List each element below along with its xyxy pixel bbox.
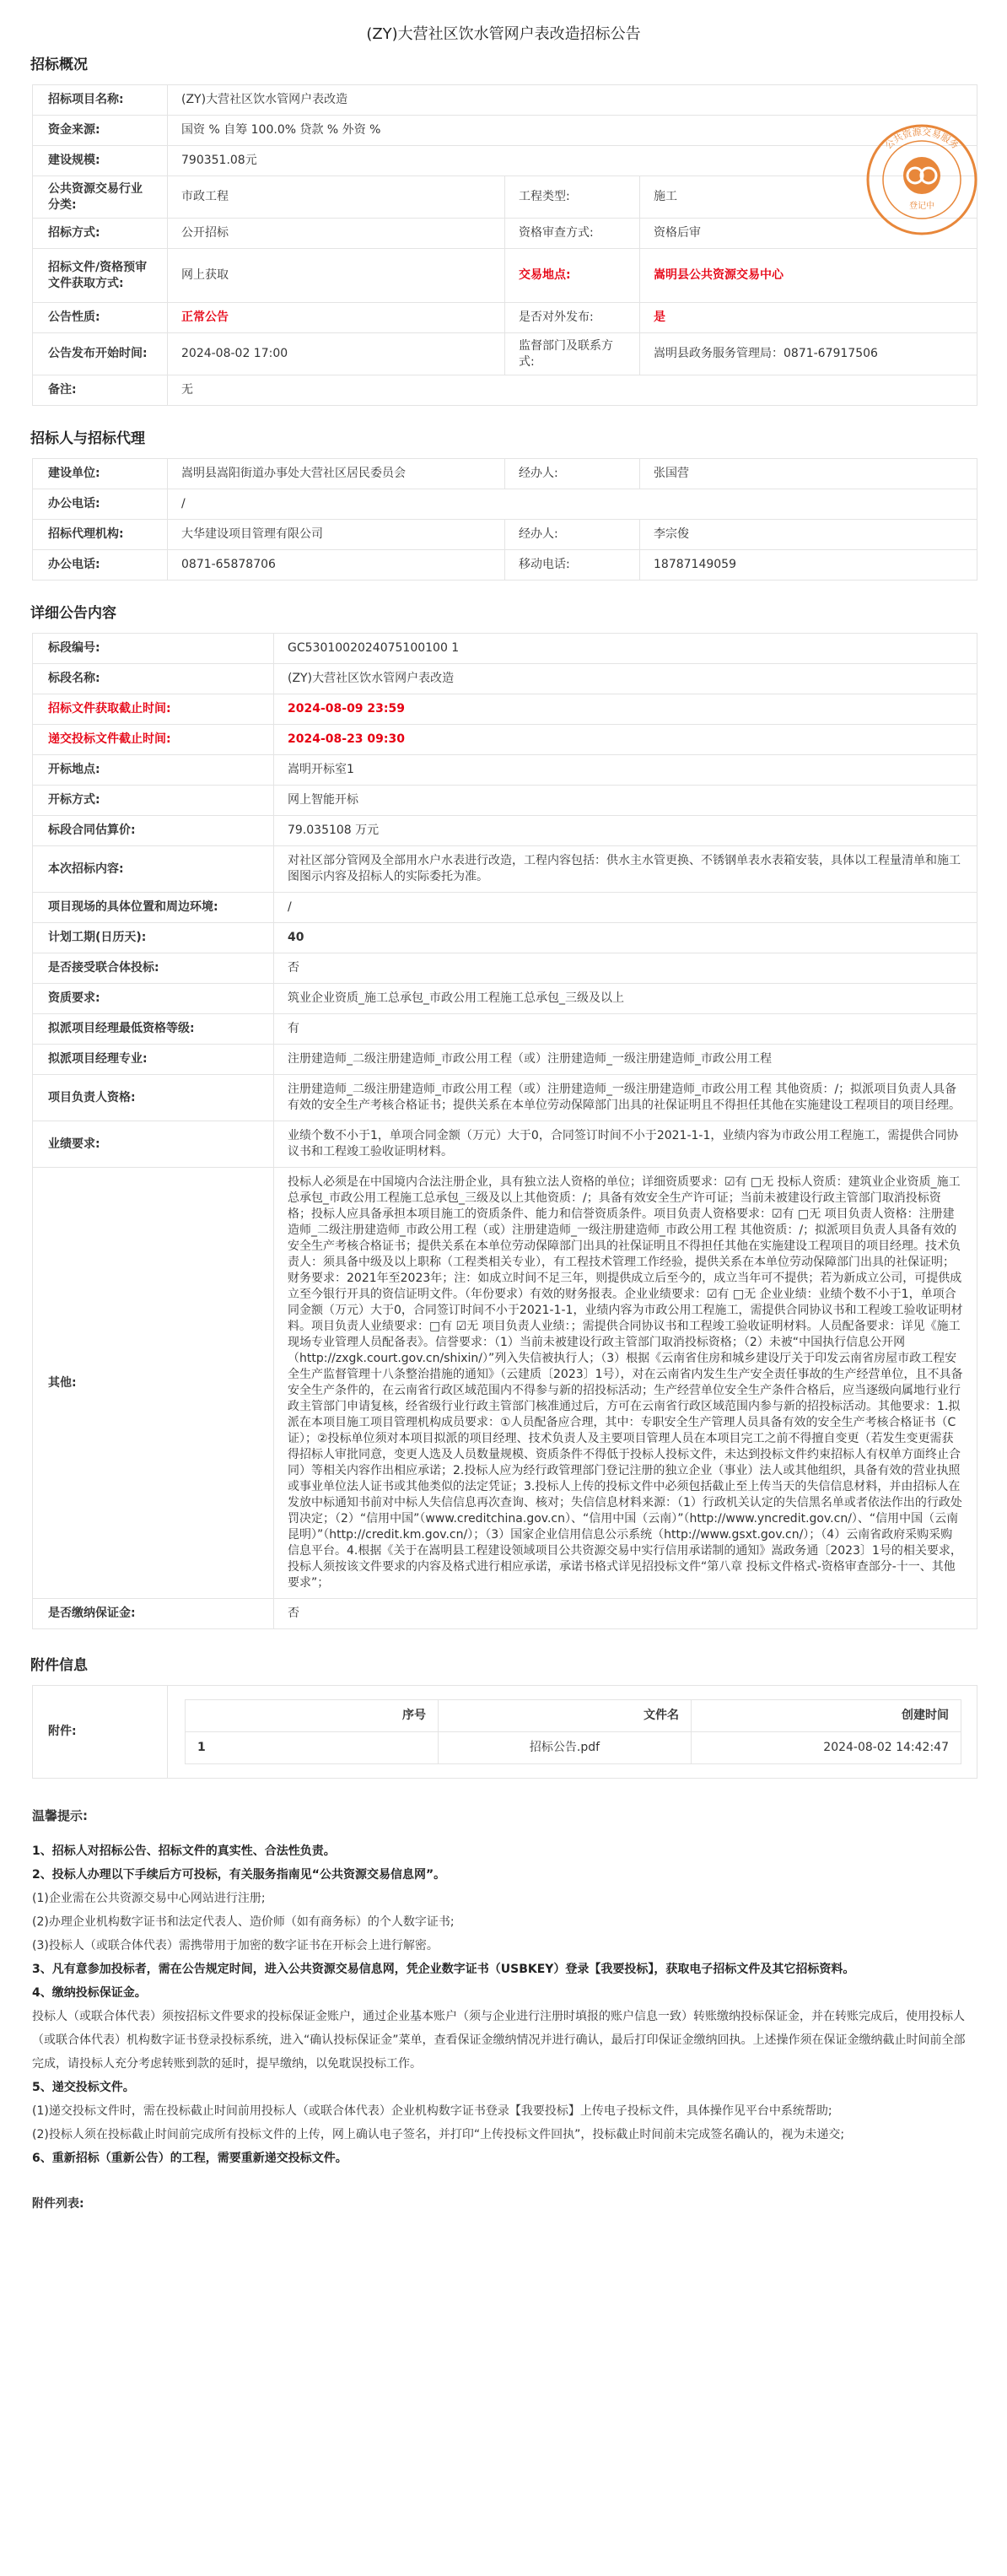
phone2-label: 办公电话:: [33, 550, 168, 581]
section-title-overview: 招标概况: [30, 57, 88, 73]
detail-value: 对社区部分管网及全部用水户水表进行改造，工程内容包括：供水主水管更换、不锈钢单表水表箱安装，具体以工程量清单和施工图图示内容及招标人的实际委托为准。: [274, 846, 977, 893]
detail-row: [33, 786, 977, 816]
detail-label: 拟派项目经理最低资格等级:: [33, 1014, 274, 1045]
detail-label: 递交投标文件截止时间:: [33, 725, 274, 755]
detail-value: 40: [274, 923, 977, 953]
place-label: 交易地点:: [505, 249, 640, 303]
contact2-label: 经办人:: [505, 520, 640, 550]
detail-value: 嵩明开标室1: [274, 755, 977, 786]
method-label: 招标方式:: [33, 219, 168, 249]
detail-value: 投标人必须是在中国境内合法注册企业，具有独立法人资格的单位；详细资质要求：☑有 □无 投标人资质：建筑业企业资质_施工总承包_市政公用工程施工总承包_三级及以上其他资质：/；具备有效安全生产许可证；当前未被建设行政主管部门取消投标资格；投标人应具备承担本项目施工的资质条件、能力和信誉资质条件。项目负责人资格要求：☑有 □无 项目负责人资格：注册建造师_二级注册建造师_市政公用工程（或）注册建造师_一级注册建造师_市政公用工程 其他资质：/；拟派项目负责人具备有效的安全生产考核合格证书；提供关系在本单位劳动保障部门出具的社保证明且不得担任其他在实施建设工程项目的项目经理。技术负责人：须具备中级及以上职称（工程类相关专业），有工程技术管理工作经验，提供关系在本单位劳动保障部门出具的社保证明；财务要求：2021年至2023年；注：如成立时间不足三年，则提供成立后至今的，成立当年可不提供；若为新成立公司，可提供成立至今银行开具的资信证明文件。（年份要求）有效的财务报表。企业业绩要求：☑有 □无 企业业绩：业绩个数不小于1，单项合同金额（万元）大于0，合同签订时间不小于2021-1-1，业绩内容为市政公用工程施工，需提供合同协议书和工程竣工验收证明材料。项目负责人业绩要求：□有 ☑无 项目负责人业绩：；需提供合同协议书和工程竣工验收证明材料。人员配备要求：详见《施工现场专业管理人员配备表》。信誉要求：（1）当前未被建设行政主管部门取消投标资格；（2）未被“中国执行信息公开网（http://zxgk.court.gov.cn/shixin/）”列入失信被执行人；（3）根据《云南省住房和城乡建设厅关于印发云南省房屋市政工程安全生产监督管理十八条整治措施的通知》（云建质〔2023〕1号），对在云南省内发生生产安全责任事故的生产经营单位，且不具备安全生产条件的，在云南省行政区域范围内不得参与新的招投标活动；生产经营单位安全生产条件合格后，应当逐级向属地行业行政主管部门申请复核，经省级行业行政主管部门核准通过后，方可在云南省行政区域范围内参与新的招投标活动。其他要求：1.拟派在本项目施工项目管理机构成员要求：①人员配备应合理，其中：专职安全生产管理人员具备有效的安全生产考核合格证书（C证）；②投标单位须对本项目拟派的项目经理、技术负责人及主要项目管理人员在本项目完工之前不得擅自变更（若发生变更需获得招标人审批同意，变更人选及人员数量规模、资质条件不得低于投标人投标文件，未达到投标文件约束招标人有权单方面终止合同）等相关内容作出相应承诺；2.投标人应为经行政管理部门登记注册的独立企业（事业）法人或其他组织，具备有效的营业执照或事业单位法人证书或其他类似的法定凭证；3.投标人上传的投标文件中必须包括截止至上传当天的失信信息材料，并由招标人在发放中标通知书前对中标人失信信息再次查询、核对；失信信息材料来源：（1）行政机关认定的失信黑名单或者依法作出的行政处罚决定；（2）“信用中国”（www.creditchina.gov.cn）、“信用中国（云南）”（http://www.yncredit.gov.cn/）、“信用中国（云南昆明）”（http://credit.km.gov.cn/）；（3）国家企业信用信息公示系统（http://www.gsxt.gov.cn/）；（4）云南省政府采购采购信息平台。4.根据《关于在嵩明县工程建设领域项目公共资源交易中实行信用承诺制的通知》嵩政务通〔2023〕1号的相关要求，投标人须按该文件要求的内容及格式进行相应承诺，承诺书格式详见招投标文件“第八章 投标文件格式-资格审查部分-十一、其他要求”；: [274, 1168, 977, 1599]
notice-title: 温馨提示:: [32, 1808, 88, 1823]
detail-label: 其他:: [33, 1168, 274, 1599]
notice-item: (1)递交投标文件时，需在投标截止时间前用投标人（或联合体代表）企业机构数字证书登录【我要投标】上传电子投标文件，具体操作见平台中系统帮助;: [32, 2104, 832, 2118]
eng-type-label: 工程类型:: [505, 176, 640, 219]
phone1-label: 办公电话:: [33, 489, 168, 520]
detail-value: 网上智能开标: [274, 786, 977, 816]
detail-label: 项目负责人资格:: [33, 1075, 274, 1121]
detail-value: 业绩个数不小于1，单项合同金额（万元）大于0，合同签订时间不小于2021-1-1，业绩内容为市政公用工程施工，需提供合同协议书和工程竣工验收证明材料。: [274, 1121, 977, 1168]
start-label: 公告发布开始时间:: [33, 333, 168, 375]
section-title-attachment: 附件信息: [30, 1657, 88, 1674]
detail-row: [33, 953, 977, 984]
eng-type-value: 施工: [640, 176, 977, 219]
detail-row: [33, 1168, 977, 1599]
section-title-parties: 招标人与招标代理: [30, 430, 145, 447]
detail-value: GC5301002024075100100 1: [274, 634, 977, 664]
detail-label: 项目现场的具体位置和周边环境:: [33, 893, 274, 923]
funding-value: 国资 % 自筹 100.0% 贷款 % 外资 %: [168, 116, 977, 146]
detail-row: [33, 1121, 977, 1168]
detail-row: [33, 1599, 977, 1629]
method-value: 公开招标: [168, 219, 505, 249]
detail-row: [33, 846, 977, 893]
section-title-detail: 详细公告内容: [30, 605, 116, 622]
attachment-file-link[interactable]: 招标公告.pdf: [439, 1732, 692, 1764]
agency-label: 招标代理机构:: [33, 520, 168, 550]
detail-value: (ZY)大营社区饮水管网户表改造: [274, 664, 977, 694]
seal-bottom-text: 登记中: [909, 202, 934, 211]
detail-label: 资质要求:: [33, 984, 274, 1014]
detail-value: 否: [274, 953, 977, 984]
detail-value: 2024-08-09 23:59: [274, 694, 977, 725]
contact1-label: 经办人:: [505, 459, 640, 489]
place-value: 嵩明县公共资源交易中心: [640, 249, 977, 303]
detail-label: 是否缴纳保证金:: [33, 1599, 274, 1629]
seal-stamp-icon: [865, 123, 978, 236]
project-name-label: 招标项目名称:: [33, 85, 168, 116]
funding-label: 资金来源:: [33, 116, 168, 146]
notice-item: (1)企业需在公共资源交易中心网站进行注册;: [32, 1892, 266, 1905]
attachment-time: 2024-08-02 14:42:47: [692, 1732, 961, 1764]
phone2-value: 0871-65878706: [168, 550, 505, 581]
review-label: 资格审查方式:: [505, 219, 640, 249]
notice-item: 4、缴纳投标保证金。: [32, 1986, 147, 2000]
detail-label: 招标文件获取截止时间:: [33, 694, 274, 725]
attachment-row: [186, 1732, 961, 1764]
attachment-no: 1: [186, 1732, 439, 1764]
remark-label: 备注:: [33, 375, 168, 406]
notice-item: 3、凡有意参加投标者，需在公告规定时间，进入公共资源交易信息网，凭企业数字证书（USBKEY）登录【我要投标】，获取电子招标文件及其它招标资料。: [32, 1963, 855, 1976]
doc-way-label: 招标文件/资格预审文件获取方式:: [33, 249, 168, 303]
detail-row: [33, 725, 977, 755]
detail-label: 本次招标内容:: [33, 846, 274, 893]
detail-value: 79.035108 万元: [274, 816, 977, 846]
detail-value: 筑业企业资质_施工总承包_市政公用工程施工总承包_三级及以上: [274, 984, 977, 1014]
detail-table: [32, 633, 977, 1629]
detail-row: [33, 1045, 977, 1075]
detail-row: [33, 1075, 977, 1121]
mobile-label: 移动电话:: [505, 550, 640, 581]
public-value: 是: [640, 303, 977, 333]
detail-label: 计划工期(日历天):: [33, 923, 274, 953]
category-value: 市政工程: [168, 176, 505, 219]
attachment-list-title: 附件列表:: [32, 2197, 84, 2211]
mobile-value: 18787149059: [640, 550, 977, 581]
attachment-label: 附件:: [33, 1686, 168, 1779]
attachment-section: [32, 1685, 977, 1779]
doc-way-value: 网上获取: [168, 249, 505, 303]
attachment-table: [185, 1699, 961, 1764]
detail-label: 业绩要求:: [33, 1121, 274, 1168]
detail-row: [33, 694, 977, 725]
detail-label: 标段编号:: [33, 634, 274, 664]
notice-item: (2)投标人须在投标截止时间前完成所有投标文件的上传，网上确认电子签名，并打印“上传投标文件回执”，投标截止时间前未完成签名确认的，视为未递交;: [32, 2128, 845, 2141]
tenderer-value: 嵩明县嵩阳街道办事处大营社区居民委员会: [168, 459, 505, 489]
category-label: 公共资源交易行业分类:: [33, 176, 168, 219]
scale-label: 建设规模:: [33, 146, 168, 176]
publicity-value: 正常公告: [168, 303, 505, 333]
detail-row: [33, 893, 977, 923]
page-title: (ZY)大营社区饮水管网户表改造招标公告: [366, 25, 641, 43]
remark-value: 无: [168, 375, 977, 406]
detail-row: [33, 816, 977, 846]
contact2-value: 李宗俊: [640, 520, 977, 550]
attachment-header-time: 创建时间: [692, 1700, 961, 1732]
notice-block: [32, 1804, 977, 2216]
notice-item: 5、递交投标文件。: [32, 2081, 135, 2094]
scale-value: 790351.08元: [168, 146, 977, 176]
attachment-header-no: 序号: [186, 1700, 439, 1732]
detail-value: 注册建造师_二级注册建造师_市政公用工程（或）注册建造师_一级注册建造师_市政公用工程: [274, 1045, 977, 1075]
agency-value: 大华建设项目管理有限公司: [168, 520, 505, 550]
start-value: 2024-08-02 17:00: [168, 333, 505, 375]
detail-label: 标段名称:: [33, 664, 274, 694]
detail-row: [33, 755, 977, 786]
detail-row: [33, 664, 977, 694]
detail-row: [33, 1014, 977, 1045]
detail-row: [33, 923, 977, 953]
notice-item: 投标人（或联合体代表）须按招标文件要求的投标保证金账户，通过企业基本账户（须与企业进行注册时填报的账户信息一致）转账缴纳投标保证金，并在转账完成后，使用投标人（或联合体代表）机构数字证书登录投标系统，进入“确认投标保证金”菜单，查看保证金缴纳情况并进行确认，最后打印保证金缴纳回执。上述操作须在保证金缴纳截止时间前全部完成，请投标人充分考虑转账到款的延时，提早缴纳，以免耽误投标工作。: [32, 2010, 966, 2071]
public-label: 是否对外发布:: [505, 303, 640, 333]
detail-value: 有: [274, 1014, 977, 1045]
seal-top-text: 公共资源交易服务: [883, 126, 961, 152]
detail-row: [33, 984, 977, 1014]
detail-value: 2024-08-23 09:30: [274, 725, 977, 755]
notice-item: (2)办理企业机构数字证书和法定代表人、造价师（如有商务标）的个人数字证书;: [32, 1915, 455, 1929]
notice-item: 1、招标人对招标公告、招标文件的真实性、合法性负责。: [32, 1844, 336, 1858]
project-name-value: (ZY)大营社区饮水管网户表改造: [168, 85, 977, 116]
notice-item: 6、重新招标（重新公告）的工程，需要重新递交投标文件。: [32, 2152, 347, 2165]
detail-label: 拟派项目经理专业:: [33, 1045, 274, 1075]
parties-table: [32, 458, 977, 581]
contact1-value: 张国营: [640, 459, 977, 489]
detail-value: 注册建造师_二级注册建造师_市政公用工程（或）注册建造师_一级注册建造师_市政公用工程 其他资质：/；拟派项目负责人具备有效的安全生产考核合格证书；提供关系在本单位劳动保障部门出具的社保证明且不得担任其他在实施建设工程项目的项目经理。: [274, 1075, 977, 1121]
tenderer-label: 建设单位:: [33, 459, 168, 489]
review-value: 资格后审: [640, 219, 977, 249]
detail-label: 标段合同估算价:: [33, 816, 274, 846]
detail-label: 开标地点:: [33, 755, 274, 786]
detail-value: /: [274, 893, 977, 923]
supervise-value: 嵩明县政务服务管理局：0871-67917506: [640, 333, 977, 375]
phone1-value: /: [168, 489, 977, 520]
detail-value: 否: [274, 1599, 977, 1629]
detail-label: 开标方式:: [33, 786, 274, 816]
notice-item: (3)投标人（或联合体代表）需携带用于加密的数字证书在开标会上进行解密。: [32, 1939, 439, 1952]
notice-item: 2、投标人办理以下手续后方可投标，有关服务指南见“公共资源交易信息网”。: [32, 1868, 446, 1882]
detail-row: [33, 634, 977, 664]
overview-table: [32, 84, 977, 406]
supervise-label: 监督部门及联系方式:: [505, 333, 640, 375]
publicity-label: 公告性质:: [33, 303, 168, 333]
detail-label: 是否接受联合体投标:: [33, 953, 274, 984]
attachment-header-name: 文件名: [439, 1700, 692, 1732]
